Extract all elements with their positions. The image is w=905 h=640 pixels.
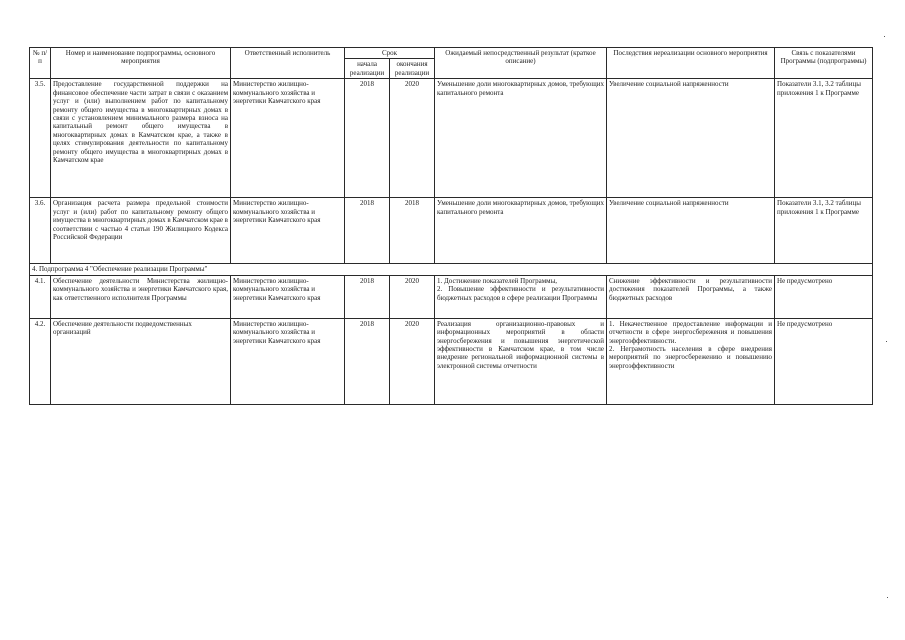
row-end-year: 2018 — [390, 198, 435, 264]
row-end-year: 2020 — [390, 318, 435, 404]
program-activities-table — [29, 47, 873, 405]
header-result: Ожидаемый непосредственный результат (краткое описание) — [435, 48, 607, 79]
header-start: начала реализации — [345, 59, 390, 79]
scan-speck — [884, 36, 885, 37]
table-row — [30, 79, 873, 198]
row-consequences: Увеличение социальной напряженности — [607, 198, 775, 264]
table-row — [30, 198, 873, 264]
row-executor: Министерство жилищно-коммунального хозяйства и энергетики Камчатского края — [231, 275, 345, 318]
row-consequences — [607, 318, 775, 404]
result-line: 1. Достижение показателей Программы, — [437, 276, 558, 285]
row-name: Обеспечение деятельности подведомственных организаций — [51, 318, 231, 404]
row-num: 3.6. — [30, 198, 51, 264]
header-executor: Ответственный исполнитель — [231, 48, 345, 79]
row-num: 3.5. — [30, 79, 51, 198]
consequence-line: 2. Неграмотность населения в сфере внедрения мероприятий по энергосбережению и повышению энергоэффективности — [609, 344, 773, 370]
row-result — [435, 318, 607, 404]
row-start-year: 2018 — [345, 318, 390, 404]
row-executor: Министерство жилищно-коммунального хозяйства и энергетики Камчатского края — [231, 198, 345, 264]
row-consequences: Снижение эффективности и результативности достижения показателей Программы, а также бюджетных расходов — [607, 275, 775, 318]
row-name: Предоставление государственной поддержки на финансовое обеспечение части затрат в связи с оказанием услуг и (или) выполнением работ по капитальному ремонту общего имущества в многоквартирных домах в связи с установлением минимального размера взноса на капитальный ремонт общего имущества в многоквартирных домах в Камчатском крае, а также в целях стимулирования деятельности по капитальному ремонту общего имущества в многоквартирных домах в Камчатском крае — [51, 79, 231, 198]
scan-speck — [887, 597, 888, 598]
row-start-year: 2018 — [345, 198, 390, 264]
row-result: Уменьшение доли многоквартирных домов, требующих капитального ремонта — [435, 79, 607, 198]
row-end-year: 2020 — [390, 79, 435, 198]
row-start-year: 2018 — [345, 79, 390, 198]
header-num: № п/п — [30, 48, 51, 79]
table-row — [30, 275, 873, 318]
header-consequences: Последствия нереализации основного мероприятия — [607, 48, 775, 79]
header-link: Связь с показателями Программы (подпрограммы) — [775, 48, 873, 79]
scan-speck — [886, 341, 887, 342]
row-num: 4.2. — [30, 318, 51, 404]
row-name: Организация расчета размера предельной стоимости услуг и (или) работ по капитальному ремонту общего имущества в многоквартирных домах в Камчатском крае в соответствии с частью 4 статьи 190 Жилищного Кодекса Российской Федерации — [51, 198, 231, 264]
row-consequences: Увеличение социальной напряженности — [607, 79, 775, 198]
row-end-year: 2020 — [390, 275, 435, 318]
row-link: Не предусмотрено — [775, 275, 873, 318]
header-name: Номер и наименование подпрограммы, основного мероприятия — [51, 48, 231, 79]
row-start-year: 2018 — [345, 275, 390, 318]
header-end: окончания реализации — [390, 59, 435, 79]
result-line: 2. Повышение эффективности и результативности бюджетных расходов в сфере реализации Программы — [437, 285, 605, 302]
row-result — [435, 275, 607, 318]
row-result: Уменьшение доли многоквартирных домов, требующих капитального ремонта — [435, 198, 607, 264]
header-term: Срок — [345, 48, 435, 59]
row-executor: Министерство жилищно-коммунального хозяйства и энергетики Камчатского края — [231, 318, 345, 404]
row-link: Показатели 3.1, 3.2 таблицы приложения 1 к Программе — [775, 79, 873, 198]
table-row — [30, 318, 873, 404]
row-name: Обеспечение деятельности Министерства жилищно-коммунального хозяйства и энергетики Камчатского края, как ответственного исполнителя Программы — [51, 275, 231, 318]
row-link: Показатели 3.1, 3.2 таблицы приложения 1 к Программе — [775, 198, 873, 264]
row-executor: Министерство жилищно-коммунального хозяйства и энергетики Камчатского края — [231, 79, 345, 198]
subprogram-4-heading: 4. Подпрограмма 4 "Обеспечение реализации Программы" — [30, 264, 873, 275]
consequence-line: 1. Некачественное предоставление информации и отчетности в сфере энергосбережения и повышения энергоэффективности. — [609, 319, 773, 345]
result-line: Реализация организационно-правовых и информационных мероприятий в области энергосбережения и повышения энергетической эффективности в Камчатском крае, в том числе внедрение региональной информационной системы в электронной системы отчетности — [437, 319, 605, 370]
row-link: Не предусмотрено — [775, 318, 873, 404]
section-row — [30, 264, 873, 275]
row-num: 4.1. — [30, 275, 51, 318]
